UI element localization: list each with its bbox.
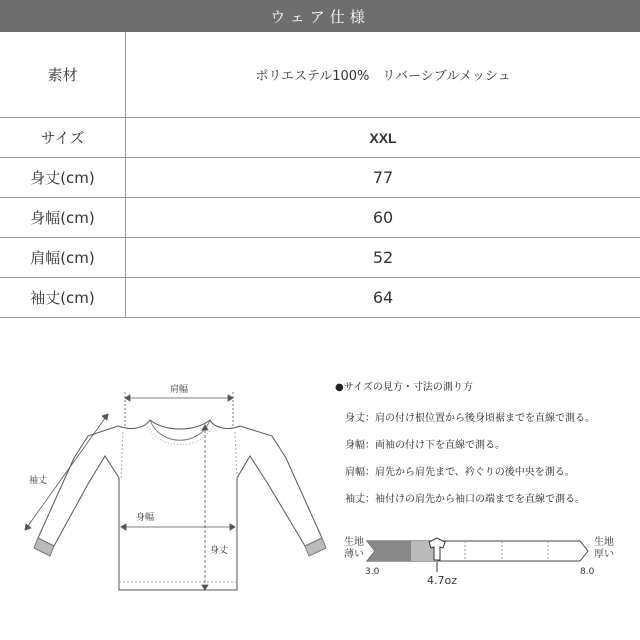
chest-width-label: 身幅 — [135, 513, 155, 523]
thick-label-line: 生地 — [594, 537, 614, 548]
row-value: 52 — [126, 238, 640, 278]
guide-item: 身丈：肩の付け根位置から後身頃裾までを直線で測る。 — [345, 413, 595, 424]
row-label: 素材 — [0, 32, 126, 118]
fabric-weight: 4.7oz — [427, 574, 457, 587]
measurement-guide — [335, 378, 595, 517]
row-value: 60 — [126, 198, 640, 238]
row-label: 袖丈(cm) — [0, 278, 126, 318]
body-length-label: 身丈 — [209, 546, 229, 556]
shirt-illustration — [34, 420, 326, 590]
thin-label-line: 生地 — [344, 537, 364, 548]
row-label: 身丈(cm) — [0, 158, 126, 198]
row-label: 肩幅(cm) — [0, 238, 126, 278]
scale-min: 3.0 — [365, 567, 380, 577]
guide-item: 身幅：両袖の付け下を直線で測る。 — [345, 440, 505, 451]
header-title: ウェア仕様 — [270, 7, 370, 26]
shoulder-width-measure — [125, 392, 233, 428]
thickness-scale — [367, 538, 588, 572]
guide-title: ●サイズの見方・寸法の測り方 — [335, 382, 473, 393]
row-value: XXL — [126, 118, 640, 158]
guide-item: 肩幅：肩先から肩先まで、衿ぐりの後中央を測る。 — [345, 467, 575, 478]
row-value: ポリエステル100% リバーシブルメッシュ — [126, 32, 640, 118]
scale-max: 8.0 — [580, 567, 595, 577]
row-value: 64 — [126, 278, 640, 318]
thick-fabric-label — [594, 537, 614, 561]
row-label: サイズ — [0, 118, 126, 158]
thin-label-line: 薄い — [344, 549, 364, 560]
row-label: 身幅(cm) — [0, 198, 126, 238]
guide-item: 袖丈：袖付けの肩先から袖口の端までを直線で測る。 — [345, 494, 585, 505]
thin-fabric-label — [344, 537, 364, 561]
shoulder-width-label: 肩幅 — [169, 385, 189, 395]
thick-label-line: 厚い — [594, 549, 614, 560]
sleeve-length-label: 袖丈 — [28, 476, 48, 486]
row-value: 77 — [126, 158, 640, 198]
